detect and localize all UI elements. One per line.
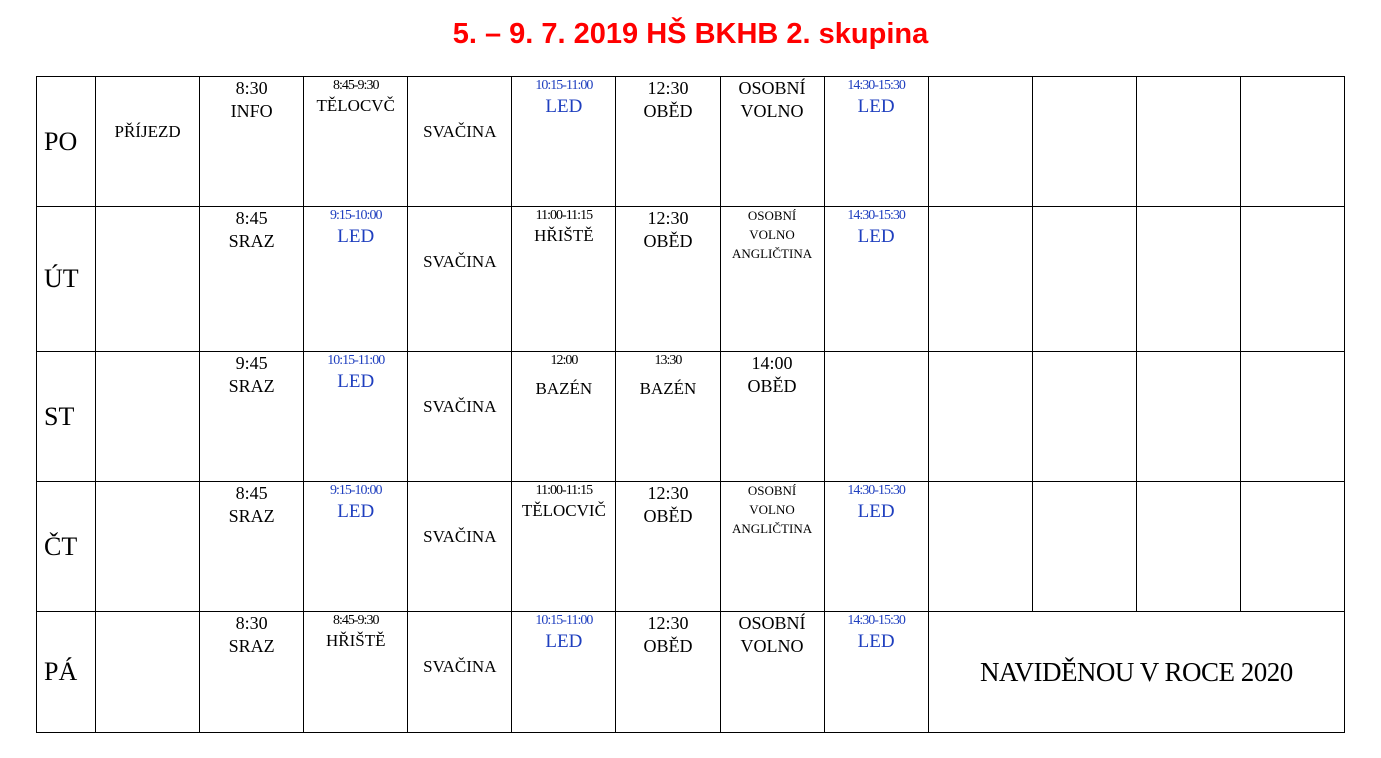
cell-line: OSOBNÍ	[747, 208, 797, 223]
day-label: PÁ	[37, 612, 96, 733]
cell-label: BAZÉN	[535, 378, 593, 398]
cell-label: SRAZ	[228, 505, 275, 526]
schedule-cell	[200, 77, 304, 207]
schedule-cell	[512, 612, 616, 733]
schedule-cell	[408, 352, 512, 482]
schedule-cell	[616, 482, 720, 612]
schedule-cell	[304, 482, 408, 612]
cell-line: ANGLIČTINA	[731, 245, 813, 261]
empty-cell	[1240, 352, 1344, 482]
table-row-pa	[37, 612, 1345, 733]
schedule-cell	[512, 77, 616, 207]
cell-label: TĚLOCVIČ	[521, 500, 606, 520]
day-label: PO	[37, 77, 96, 207]
cell-line: VOLNO	[740, 635, 804, 656]
table-row-ct	[37, 482, 1345, 612]
day-label: ÚT	[37, 207, 96, 352]
cell-label: INFO	[230, 100, 273, 121]
schedule-cell	[720, 482, 824, 612]
schedule-cell	[720, 77, 824, 207]
cell-label: LED	[857, 630, 895, 652]
cell-label: OBĚD	[643, 100, 693, 121]
schedule-cell	[304, 612, 408, 733]
empty-cell	[96, 612, 200, 733]
schedule-cell	[200, 612, 304, 733]
cell-label: OBĚD	[643, 635, 693, 656]
cell-time: 9:15-10:00	[330, 208, 382, 223]
day-label: ST	[37, 352, 96, 482]
schedule-cell	[720, 207, 824, 352]
cell-time: 8:45	[235, 208, 268, 228]
cell-line: ANGLIČTINA	[731, 520, 813, 536]
empty-cell	[1032, 352, 1136, 482]
table-row-po	[37, 77, 1345, 207]
schedule-cell	[200, 207, 304, 352]
cell-label: LED	[337, 225, 375, 247]
cell-time: 12:30	[647, 483, 689, 503]
empty-cell	[824, 352, 928, 482]
empty-cell	[1240, 482, 1344, 612]
empty-cell	[928, 482, 1032, 612]
cell-label: SVAČINA	[423, 527, 497, 546]
cell-label: SVAČINA	[423, 657, 497, 676]
cell-label: OBĚD	[643, 230, 693, 251]
schedule-cell	[408, 207, 512, 352]
cell-time: 12:30	[647, 78, 689, 98]
empty-cell	[928, 352, 1032, 482]
empty-cell	[1032, 77, 1136, 207]
cell-time: 8:45-9:30	[333, 78, 379, 93]
cell-line: OSOBNÍ	[738, 78, 806, 98]
cell-label: LED	[545, 630, 583, 652]
empty-cell	[928, 77, 1032, 207]
cell-time: 13:30	[654, 353, 682, 368]
empty-cell	[1240, 77, 1344, 207]
cell-time: 12:00	[550, 353, 578, 368]
cell-label: HŘIŠTĚ	[534, 225, 594, 245]
schedule-cell	[720, 352, 824, 482]
schedule-cell	[616, 207, 720, 352]
empty-cell	[1032, 482, 1136, 612]
cell-time: 8:30	[235, 78, 268, 98]
cell-label: LED	[857, 500, 895, 522]
cell-time: 14:30-15:30	[847, 613, 905, 628]
schedule-cell	[616, 77, 720, 207]
cell-time: 10:15-11:00	[535, 613, 593, 628]
schedule-cell	[512, 207, 616, 352]
cell-label: SRAZ	[228, 375, 275, 396]
cell-label: LED	[337, 500, 375, 522]
cell-label: LED	[857, 225, 895, 247]
cell-label: LED	[857, 95, 895, 117]
cell-label: OBĚD	[643, 505, 693, 526]
cell-time: 12:30	[647, 613, 689, 633]
cell-label: SRAZ	[228, 635, 275, 656]
cell-time: 12:30	[647, 208, 689, 228]
empty-cell	[1032, 207, 1136, 352]
empty-cell	[96, 482, 200, 612]
schedule-cell	[304, 207, 408, 352]
cell-time: 9:45	[235, 353, 268, 373]
empty-cell	[1136, 482, 1240, 612]
empty-cell	[1136, 207, 1240, 352]
schedule-cell	[96, 77, 200, 207]
cell-line: VOLNO	[749, 226, 795, 242]
schedule-cell	[824, 612, 928, 733]
cell-time: 14:30-15:30	[847, 78, 905, 93]
empty-cell	[96, 352, 200, 482]
schedule-cell	[408, 482, 512, 612]
cell-label: SVAČINA	[423, 397, 497, 416]
cell-time: 14:00	[751, 353, 793, 373]
cell-line: OSOBNÍ	[738, 613, 806, 633]
cell-time: 10:15-11:00	[327, 353, 385, 368]
table-row-ut	[37, 207, 1345, 352]
cell-label: HŘIŠTĚ	[325, 630, 386, 650]
cell-label: PŘÍJEZD	[114, 122, 181, 141]
cell-time: 14:30-15:30	[847, 483, 905, 498]
page-title: 5. – 9. 7. 2019 HŠ BKHB 2. skupina	[452, 18, 929, 50]
schedule-cell	[616, 612, 720, 733]
cell-label: SVAČINA	[423, 122, 497, 141]
cell-time: 8:45-9:30	[333, 613, 379, 628]
empty-cell	[1136, 77, 1240, 207]
schedule-cell	[824, 482, 928, 612]
schedule-cell	[200, 482, 304, 612]
table-row-st	[37, 352, 1345, 482]
schedule-cell	[824, 207, 928, 352]
cell-label: LED	[337, 370, 375, 392]
schedule-cell	[616, 352, 720, 482]
cell-line: VOLNO	[740, 100, 804, 121]
cell-time: 10:15-11:00	[535, 78, 593, 93]
schedule-cell	[408, 77, 512, 207]
schedule-cell	[720, 612, 824, 733]
day-label: ČT	[37, 482, 96, 612]
empty-cell	[928, 207, 1032, 352]
cell-line: OSOBNÍ	[747, 483, 797, 498]
cell-label: TĚLOCVČ	[316, 95, 395, 115]
cell-time: 14:30-15:30	[847, 208, 905, 223]
empty-cell	[1240, 207, 1344, 352]
cell-label: SRAZ	[228, 230, 275, 251]
cell-line: VOLNO	[749, 501, 795, 517]
cell-time: 9:15-10:00	[330, 483, 382, 498]
schedule-cell	[408, 612, 512, 733]
schedule-cell	[824, 77, 928, 207]
cell-label: LED	[545, 95, 583, 117]
schedule-cell	[200, 352, 304, 482]
schedule-cell	[512, 352, 616, 482]
farewell-message: NAVIDĚNOU V ROCE 2020	[928, 612, 1344, 733]
cell-label: OBĚD	[747, 375, 797, 396]
schedule-cell	[304, 352, 408, 482]
cell-time: 8:30	[235, 613, 268, 633]
empty-cell	[96, 207, 200, 352]
cell-label: BAZÉN	[639, 378, 697, 398]
schedule-table	[36, 76, 1345, 733]
cell-label: SVAČINA	[423, 252, 497, 271]
cell-time: 11:00-11:15	[535, 208, 593, 223]
empty-cell	[1136, 352, 1240, 482]
schedule-cell	[512, 482, 616, 612]
cell-time: 11:00-11:15	[535, 483, 593, 498]
cell-time: 8:45	[235, 483, 268, 503]
schedule-cell	[304, 77, 408, 207]
